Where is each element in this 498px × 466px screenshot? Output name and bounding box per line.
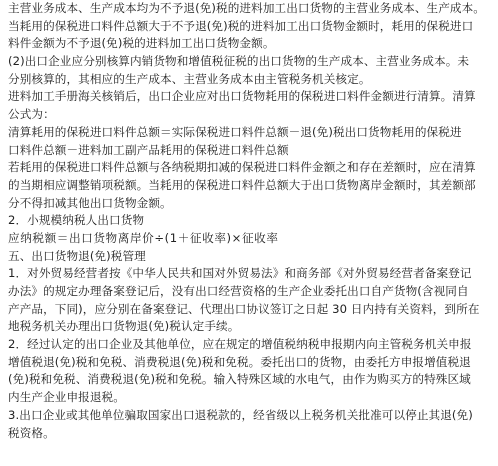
text-line: 当耗用的保税进口料件总额大于不予退(免)税的进料加工出口货物金额时，耗用的保税进口 — [8, 18, 474, 33]
text-line: 主营业务成本、生产成本均为不予退(免)税的进料加工出口货物的主营业务成本、生产成本。 — [8, 1, 485, 15]
text-line: 分不得扣减其他出口货物金额。 — [8, 195, 172, 210]
text-line: 税资格。 — [8, 425, 55, 440]
text-line: 分别核算的，其相应的生产成本、主营业务成本由主管税务机关核定。 — [8, 71, 371, 86]
text-line: 的当期相应调整销项税额。当耗用的保税进口料件总额大于出口货物离岸金额时，其差额部 — [8, 177, 476, 192]
text-line: 3.出口企业或其他单位骗取国家出口退税款的，经省级以上税务机关批准可以停止其退(免) — [8, 407, 473, 422]
formula-line: 应纳税额＝出口货物离岸价÷(1＋征收率)×征收率 — [8, 230, 279, 245]
text-line: 进料加工手册海关核销后，出口企业应对出口货物耗用的保税进口料件金额进行清算。清算 — [8, 89, 476, 104]
text-line: 地税务机关办理出口货物退(免)税认定手续。 — [8, 319, 240, 334]
text-line: 公式为： — [8, 107, 55, 122]
text-line: 内生产企业申报退税。 — [8, 390, 125, 405]
text-line: 办法》的规定办理备案登记后，没有出口经营资格的生产企业委托出口自产货物(含视同自 — [8, 284, 469, 298]
section-heading: 五、出口货物退(免)税管理 — [8, 248, 146, 263]
text-line: 口料件总额－进料加工副产品耗用的保税进口料件总额 — [8, 142, 289, 157]
text-line: (2)出口企业应分别核算内销货物和增值税征税的出口货物的生产成本、主营业务成本。未 — [8, 54, 470, 69]
text-line: 产产品，下同)，应分别在备案登记、代理出口协议签订之日起 30 日内持有关资料，到所在 — [8, 301, 480, 316]
text-line: 料件金额为不予退(免)税的进料加工出口货物金额。 — [8, 36, 275, 51]
text-line: (免)税和免税、消费税退(免)税和免税。输入特殊区域的水电气，由作为购买方的特殊区域 — [8, 372, 471, 387]
text-line: 若耗用的保税进口料件总额与各纳税期扣减的保税进口料件金额之和存在差额时，应在清算 — [8, 160, 476, 175]
text-line: 增值税退(免)税和免税、消费税退(免)税和免税。委托出口的货物，由委托方申报增值税退 — [8, 354, 471, 369]
section-heading: 2．小规模纳税人出口货物 — [8, 213, 145, 228]
text-line: 1．对外贸易经营者按《中华人民共和国对外贸易法》和商务部《对外贸易经营者备案登记 — [8, 266, 472, 281]
text-line: 清算耗用的保税进口料件总额＝实际保税进口料件总额－退(免)税出口货物耗用的保税进 — [8, 124, 462, 139]
text-line: 2．经过认定的出口企业及其他单位，应在规定的增值税纳税申报期内向主管税务机关申报 — [8, 337, 472, 352]
